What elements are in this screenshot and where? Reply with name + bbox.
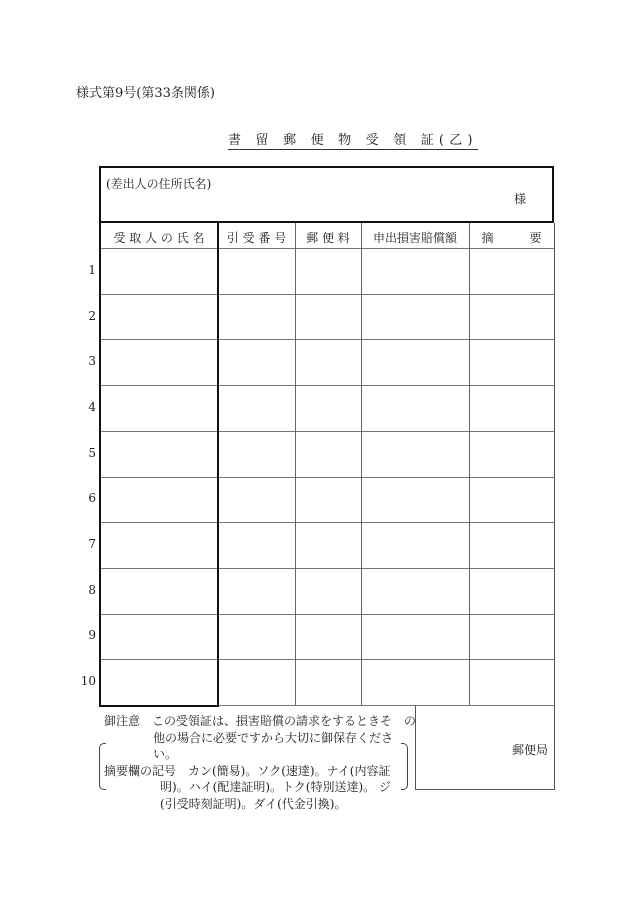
table-cell-declared_damage[interactable]: [363, 296, 467, 338]
row-number: 10: [80, 674, 96, 688]
table-cell-remarks[interactable]: [471, 616, 552, 658]
row-number: 3: [88, 354, 96, 368]
grid-line: [99, 339, 554, 340]
table-cell-remarks[interactable]: [471, 570, 552, 612]
grid-line: [295, 223, 296, 705]
table-cell-recipient_name[interactable]: [101, 524, 216, 566]
table-cell-remarks[interactable]: [471, 524, 552, 566]
table-cell-postage[interactable]: [297, 250, 359, 292]
table-cell-declared_damage[interactable]: [363, 341, 467, 383]
table-cell-recipient_name[interactable]: [101, 433, 216, 475]
table-cell-declared_damage[interactable]: [363, 570, 467, 612]
grid-line: [99, 705, 219, 707]
row-number: 7: [88, 537, 96, 551]
table-cell-remarks[interactable]: [471, 661, 552, 703]
table-cell-remarks[interactable]: [471, 341, 552, 383]
notice-text: [104, 713, 416, 812]
remarks-codes-line-2: 明)。ハイ(配達証明)。トク(特別送達)。 ジ: [160, 780, 391, 794]
table-cell-tracking_no[interactable]: [220, 570, 293, 612]
table-cell-postage[interactable]: [297, 341, 359, 383]
grid-line: [99, 614, 554, 615]
grid-line: [99, 477, 554, 478]
notice-line-2: 他の場合に必要ですから大切に御保存ください。: [153, 730, 394, 761]
left-bracket: [99, 743, 106, 790]
table-cell-postage[interactable]: [297, 524, 359, 566]
table-cell-tracking_no[interactable]: [220, 616, 293, 658]
table-cell-tracking_no[interactable]: [220, 524, 293, 566]
grid-line: [99, 294, 554, 295]
column-header-remarks: 摘 要: [481, 231, 542, 245]
table-cell-remarks[interactable]: [471, 250, 552, 292]
table-cell-tracking_no[interactable]: [220, 250, 293, 292]
table-cell-postage[interactable]: [297, 296, 359, 338]
table-cell-declared_damage[interactable]: [363, 479, 467, 521]
table-cell-tracking_no[interactable]: [220, 433, 293, 475]
table-cell-recipient_name[interactable]: [101, 479, 216, 521]
grid-line: [99, 248, 554, 249]
grid-line: [99, 522, 554, 523]
table-cell-declared_damage[interactable]: [363, 661, 467, 703]
column-header-tracking-number: 引 受 番 号: [226, 231, 287, 245]
notice-line-1: 御注意 この受領証は、損害賠償の請求をするときそ の: [104, 714, 417, 728]
table-cell-recipient_name[interactable]: [101, 661, 216, 703]
table-cell-recipient_name[interactable]: [101, 616, 216, 658]
right-bracket: [401, 743, 408, 790]
column-header-postage: 郵 便 料: [306, 231, 350, 245]
grid-line: [469, 223, 470, 705]
remarks-codes-line-1: 摘要欄の記号 カン(簡易)。ソク(速達)。ナイ(内容証: [104, 763, 391, 778]
row-number: 6: [88, 491, 96, 505]
grid-line: [99, 431, 554, 432]
table-cell-declared_damage[interactable]: [363, 387, 467, 429]
row-number: 2: [88, 309, 96, 323]
table-cell-postage[interactable]: [297, 570, 359, 612]
column-header-recipient-name: 受 取 人 の 氏 名: [113, 231, 205, 245]
row-number: 5: [88, 446, 96, 460]
table-cell-declared_damage[interactable]: [363, 250, 467, 292]
table-cell-tracking_no[interactable]: [220, 479, 293, 521]
table-cell-remarks[interactable]: [471, 479, 552, 521]
table-cell-recipient_name[interactable]: [101, 387, 216, 429]
table-cell-tracking_no[interactable]: [220, 661, 293, 703]
form-number-label: 様式第9号(第33条関係): [76, 86, 215, 101]
table-cell-postage[interactable]: [297, 661, 359, 703]
row-number: 1: [88, 263, 96, 277]
document-title: 書 留 郵 便 物 受 領 証(乙): [228, 133, 478, 148]
grid-line: [554, 223, 555, 705]
table-cell-recipient_name[interactable]: [101, 250, 216, 292]
table-cell-tracking_no[interactable]: [220, 387, 293, 429]
sender-address-label: (差出人の住所氏名): [106, 177, 212, 191]
grid-line: [99, 385, 554, 386]
grid-line: [361, 223, 362, 705]
table-cell-declared_damage[interactable]: [363, 433, 467, 475]
grid-line: [217, 223, 219, 706]
honorific-sama: 様: [514, 192, 527, 206]
table-cell-recipient_name[interactable]: [101, 296, 216, 338]
table-cell-recipient_name[interactable]: [101, 570, 216, 612]
remarks-codes-line-3: (引受時刻証明)。ダイ(代金引換)。: [160, 796, 347, 811]
table-cell-remarks[interactable]: [471, 387, 552, 429]
post-office-label: 郵便局: [512, 743, 549, 757]
table-cell-remarks[interactable]: [471, 296, 552, 338]
table-cell-postage[interactable]: [297, 387, 359, 429]
table-cell-tracking_no[interactable]: [220, 296, 293, 338]
row-number: 9: [88, 628, 96, 642]
table-cell-postage[interactable]: [297, 479, 359, 521]
table-cell-postage[interactable]: [297, 433, 359, 475]
table-cell-remarks[interactable]: [471, 433, 552, 475]
row-number: 8: [88, 583, 96, 597]
table-cell-postage[interactable]: [297, 616, 359, 658]
table-cell-tracking_no[interactable]: [220, 341, 293, 383]
grid-line: [99, 659, 554, 660]
column-header-declared-damage: 申出損害賠償額: [372, 231, 457, 245]
grid-line: [99, 568, 554, 569]
table-cell-declared_damage[interactable]: [363, 616, 467, 658]
row-number: 4: [88, 400, 96, 414]
table-cell-declared_damage[interactable]: [363, 524, 467, 566]
table-cell-recipient_name[interactable]: [101, 341, 216, 383]
